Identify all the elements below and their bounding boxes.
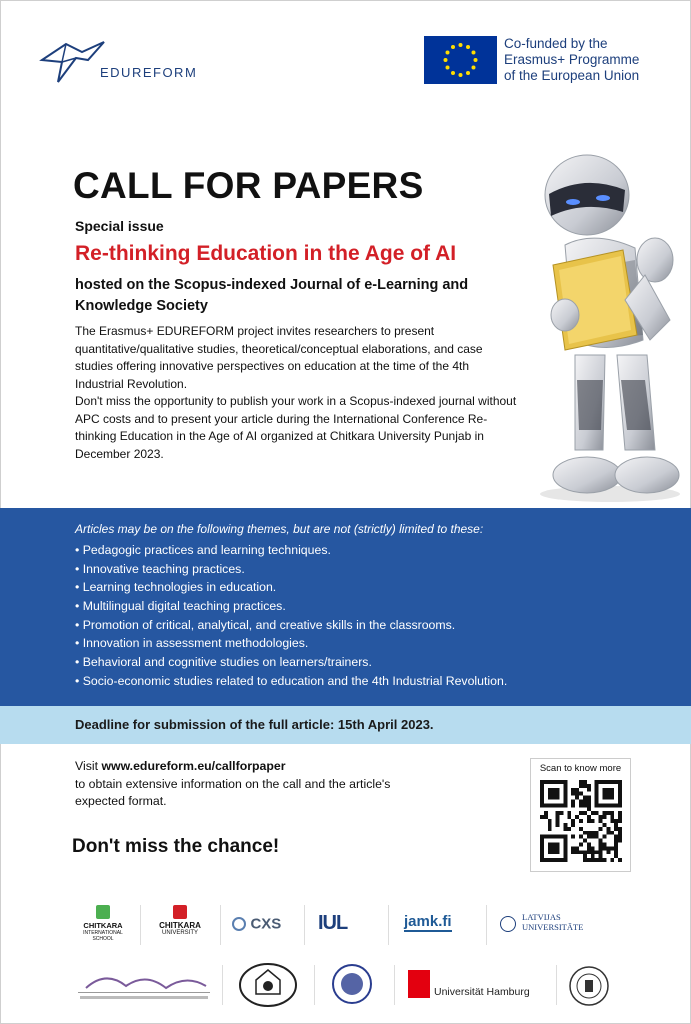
latvia-university-logo [500,912,610,942]
latvia-seal-icon [500,916,516,932]
eu-star-icon [471,51,475,55]
partner-name: CXS [250,915,282,933]
visit-prefix: Visit [75,759,102,773]
eu-star-icon [459,43,463,47]
hosted-text: hosted on the Scopus-indexed Journal of e-Learning and Knowledge Society [75,277,469,314]
special-issue-label: Special issue [75,218,164,234]
visit-text [75,758,405,811]
eu-funding-text [504,36,674,84]
edureform-logo [38,38,208,88]
intro-paragraph: Don't miss the opportunity to publish your work in a Scopus-indexed journal without APC costs and to present your article during the International Conference Re-thinking Education in the Age of AI organized at Chitkara University Punjab in December 2023. [75,394,517,461]
list-item: • Socio-economic studies related to education and the 4th Industrial Revolution. [75,672,507,691]
divider [304,905,305,945]
partner-name: SCHOOL [92,936,114,942]
eu-line: of the European Union [504,68,640,83]
eu-star-icon [459,73,463,77]
chitkara-university-logo [152,905,208,955]
cxs-logo [232,915,294,937]
list-item: • Innovative teaching practices. [75,560,507,579]
university-crest-logo [236,962,300,1008]
partner-name: IUL [318,912,348,934]
round-seal-logo [568,964,610,1008]
page-title: CALL FOR PAPERS [73,165,424,206]
themes-section [0,508,691,706]
intro-paragraph: The Erasmus+ EDUREFORM project invites researchers to present quantitative/qualitative studies, theoretical/conceptual elaborations, and case studies offering innovative perspectives on education at the time of the 4th Industrial Revolution. [75,324,483,391]
eu-star-icon [471,66,475,70]
issue-subtitle: Re-thinking Education in the Age of AI [75,242,457,265]
hamburg-icon [408,970,430,998]
divider [314,965,315,1005]
divider [220,905,221,945]
partner-name: INTERNATIONAL [83,930,123,936]
chitkara-university-icon [173,905,187,919]
list-item: • Pedagogic practices and learning techniques. [75,541,507,560]
eu-star-icon [446,66,450,70]
partner-name: UNIVERSITĀTE [522,922,584,932]
list-item: • Promotion of critical, analytical, and creative skills in the classrooms. [75,616,507,635]
call-url-link[interactable]: www.edureform.eu/callforpaper [101,759,286,773]
education-consortium-logo [76,968,212,1002]
robot-illustration [525,150,690,505]
eu-star-icon [446,51,450,55]
divider [486,905,487,945]
eu-star-icon [466,71,470,75]
qr-code-icon [540,780,622,862]
intro-text [75,323,520,463]
bird-icon [38,38,108,86]
seal-icon [568,964,610,1008]
eu-line: Erasmus+ Programme [504,52,640,67]
partner-name: jamk.fi [404,913,452,930]
seal-icon [330,962,374,1008]
jamk-logo [404,913,474,939]
deadline-text: Deadline for submission of the full article: 15th April 2023. [75,717,434,732]
deadline-band [0,706,691,744]
chitkara-school-icon [96,905,110,919]
list-item: • Behavioral and cognitive studies on learners/trainers. [75,653,507,672]
eu-star-icon [474,58,478,62]
list-item: • Learning technologies in education. [75,578,507,597]
divider [140,905,141,945]
divider [556,965,557,1005]
divider [222,965,223,1005]
partner-name: CHITKARA [159,921,201,930]
partner-name: CHITKARA [83,921,123,930]
chance-slogan: Don't miss the chance! [72,836,280,857]
eu-star-icon [466,45,470,49]
divider [394,965,395,1005]
qr-code-box[interactable] [530,758,631,872]
partner-name: Universität Hamburg [434,986,530,998]
eu-star-icon [451,45,455,49]
partner-name: UNIVERSITY [161,930,198,936]
chitkara-school-logo [80,905,126,955]
themes-list [75,541,507,691]
list-item: • Multilingual digital teaching practices. [75,597,507,616]
eu-star-icon [451,71,455,75]
qr-label: Scan to know more [539,763,622,774]
eu-star-icon [444,58,448,62]
iul-logo [318,912,378,938]
visit-rest: to obtain extensive information on the call and the article's expected format. [75,776,391,808]
eu-line: Co-funded by the [504,36,608,51]
logo-text: EDUREFORM [100,65,198,80]
crest-icon [236,962,300,1008]
themes-intro: Articles may be on the following themes, but are not (strictly) limited to these: [75,522,484,536]
indian-university-seal [330,962,374,1008]
eu-flag [424,36,497,84]
divider [388,905,389,945]
partner-name: LATVIJAS [522,912,561,922]
cxs-icon [232,917,246,931]
consortium-emblem-icon [76,968,212,1002]
list-item: • Innovation in assessment methodologies. [75,634,507,653]
hamburg-university-logo [408,970,548,1002]
